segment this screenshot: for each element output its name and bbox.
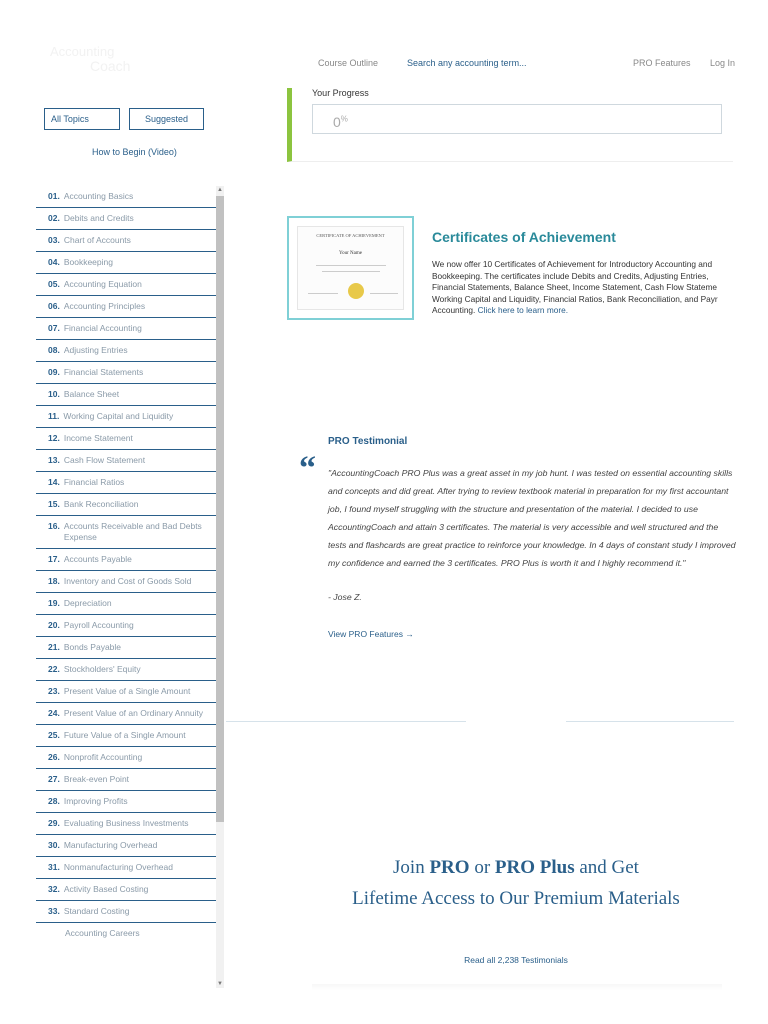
sidebar-topic-number: 06.	[48, 301, 60, 311]
logo-line-2: Coach	[90, 58, 131, 74]
sidebar-topic-number: 12.	[48, 433, 60, 443]
sidebar-topic-label: Accounts Payable	[63, 554, 132, 564]
certificates-line: Bookkeeping. The certificates include Debits and Credits, Adjusting Entries,	[432, 270, 709, 281]
sidebar-topic-label: Depreciation	[63, 598, 112, 608]
sidebar-topic-label: Payroll Accounting	[63, 620, 134, 630]
certificates-line: We now offer 10 Certificates of Achievement for Introductory Accounting and	[432, 259, 713, 269]
sidebar-topic-item[interactable]	[36, 747, 216, 769]
sidebar-topic-number: 21.	[48, 642, 60, 652]
sidebar-topic-item[interactable]	[36, 791, 216, 813]
certificate-signature-line	[308, 293, 338, 294]
nav-search-link[interactable]: Search any accounting term...	[407, 58, 527, 68]
sidebar-topic-number: 08.	[48, 345, 60, 355]
nav-pro-features[interactable]: PRO Features	[633, 58, 691, 68]
sidebar-topic-number: 20.	[48, 620, 60, 630]
sidebar-topic-label: Stockholders' Equity	[63, 664, 141, 674]
section-divider-right	[566, 721, 734, 722]
sidebar-topic-number: 05.	[48, 279, 60, 289]
sidebar-topic-number: 10.	[48, 389, 60, 399]
certificates-learn-more-link[interactable]: Click here to learn more.	[477, 305, 569, 315]
certificate-date-line	[370, 293, 398, 294]
progress-unit: %	[340, 114, 348, 124]
certificate-seal-icon	[348, 283, 364, 299]
sidebar-topic-item[interactable]	[36, 362, 216, 384]
sidebar-topic-label: Manufacturing Overhead	[63, 840, 158, 850]
nav-course-outline[interactable]: Course Outline	[318, 58, 379, 68]
sidebar-topic-number: 07.	[48, 323, 60, 333]
sidebar-topic-item[interactable]	[36, 923, 216, 944]
sidebar-topic-label: Financial Ratios	[63, 477, 125, 487]
join-post: and Get	[574, 857, 639, 878]
view-pro-features-link[interactable]: View PRO Features →	[328, 629, 414, 639]
scroll-up-arrow-icon[interactable]: ▲	[217, 187, 223, 193]
sidebar-topic-item[interactable]	[36, 549, 216, 571]
testimonial-heading: PRO Testimonial	[328, 436, 408, 447]
sidebar-topic-number: 11.	[48, 411, 60, 421]
sidebar-topic-item[interactable]	[36, 769, 216, 791]
certificates-description	[432, 259, 734, 317]
sidebar-topic-item[interactable]	[36, 208, 216, 230]
join-pre: Join	[393, 857, 430, 878]
sidebar-topic-item[interactable]	[36, 450, 216, 472]
sidebar-topic-item[interactable]	[36, 318, 216, 340]
certificate-line	[322, 271, 380, 272]
certificate-image[interactable]	[287, 216, 414, 320]
sidebar-topic-label: Accounting Basics	[63, 191, 134, 201]
sidebar-topic-number: 22.	[48, 664, 60, 674]
testimonial-text: "AccountingCoach PRO Plus was a great asset in my job hunt. I was tested on essential accounting skills and concepts and did great. After trying to review textbook material in preparation for my first accountant job, I found myself struggling with the structure and presentation of the material. I decided to use AccountingCoach and attain 3 certificates. The material is very accessible and well structured and the tests and flashcards are great practice to reinforce your knowledge. In 4 days of constant study I improved my confidence and earned the 3 certificates. PRO Plus is worth it and I highly recommend it."	[328, 468, 736, 569]
sidebar-topic-label: Accounting Principles	[63, 301, 146, 311]
sidebar-topic-item[interactable]	[36, 516, 216, 549]
join-line-2: Lifetime Access to Our Premium Materials	[352, 888, 680, 909]
suggested-button[interactable]: Suggested	[129, 108, 204, 130]
sidebar-topic-label: Bookkeeping	[63, 257, 113, 267]
section-divider-left	[226, 721, 466, 722]
progress-box	[312, 104, 722, 134]
sidebar-topic-label: Future Value of a Single Amount	[63, 730, 186, 740]
sidebar-topic-label: Evaluating Business Investments	[63, 818, 189, 828]
sidebar-topic-number: 26.	[48, 752, 60, 762]
sidebar-topic-item[interactable]	[36, 659, 216, 681]
certificates-line: Accounting.	[432, 305, 476, 315]
sidebar-topic-label: Nonmanufacturing Overhead	[63, 862, 173, 872]
quote-mark-icon: “	[299, 450, 316, 487]
sidebar-topic-item[interactable]	[36, 813, 216, 835]
sidebar-topic-item[interactable]	[36, 879, 216, 901]
sidebar-topic-number: 28.	[48, 796, 60, 806]
sidebar-topic-label: Balance Sheet	[63, 389, 120, 399]
testimonial-author: - Jose Z.	[328, 592, 362, 602]
all-topics-button[interactable]: All Topics	[44, 108, 120, 130]
sidebar-topic-label: Bank Reconciliation	[63, 499, 139, 509]
sidebar-topic-number: 04.	[48, 257, 60, 267]
sidebar-topic-label: Activity Based Costing	[63, 884, 149, 894]
sidebar-topic-number: 29.	[48, 818, 60, 828]
sidebar-topic-label: Financial Accounting	[63, 323, 142, 333]
sidebar-topic-item[interactable]	[36, 725, 216, 747]
progress-label: Your Progress	[312, 88, 369, 98]
sidebar-topic-label: Inventory and Cost of Goods Sold	[63, 576, 192, 586]
sidebar-topic-item[interactable]	[36, 681, 216, 703]
bottom-shade	[312, 984, 722, 990]
sidebar-topic-label: Accounts Receivable and Bad Debts Expense	[63, 521, 202, 542]
sidebar-topic-number: 16.	[48, 521, 60, 531]
top-nav	[0, 58, 768, 72]
sidebar-topic-number: 15.	[48, 499, 60, 509]
sidebar-topic-number: 09.	[48, 367, 60, 377]
sidebar-topic-number: 02.	[48, 213, 60, 223]
sidebar-topic-number: 31.	[48, 862, 60, 872]
sidebar-topic-item[interactable]	[36, 615, 216, 637]
certificates-line: Financial Statements, Balance Sheet, Income Statement, Cash Flow Stateme	[432, 282, 718, 292]
sidebar-topic-item[interactable]	[36, 186, 216, 208]
logo-line-1: Accounting	[50, 44, 115, 59]
certificate-image-name: Your Name	[339, 251, 362, 256]
sidebar-topic-label: Break-even Point	[63, 774, 130, 784]
sidebar-topic-item[interactable]	[36, 703, 216, 725]
sidebar-topic-label: Bonds Payable	[63, 642, 122, 652]
sidebar-topic-number: 19.	[48, 598, 60, 608]
sidebar-topic-item[interactable]	[36, 901, 216, 923]
sidebar-topic-number: 14.	[48, 477, 60, 487]
how-to-begin-link[interactable]: How to Begin (Video)	[92, 147, 177, 157]
sidebar-topic-number: 23.	[48, 686, 60, 696]
sidebar-topic-number: 01.	[48, 191, 60, 201]
sidebar-topic-item[interactable]	[36, 835, 216, 857]
sidebar-topic-item[interactable]	[36, 494, 216, 516]
sidebar-topic-label: Adjusting Entries	[63, 345, 128, 355]
certificates-heading: Certificates of Achievement	[432, 229, 616, 245]
sidebar-topic-label: Chart of Accounts	[63, 235, 131, 245]
sidebar-topic-label: Working Capital and Liquidity	[63, 411, 174, 421]
sidebar-topic-label: Debits and Credits	[63, 213, 134, 223]
sidebar-topic-label: Present Value of a Single Amount	[63, 686, 191, 696]
certificates-line: Working Capital and Liquidity, Financial Ratios, Bank Reconciliation, and Payr	[432, 293, 718, 304]
sidebar-topic-number: 17.	[48, 554, 60, 564]
sidebar-topic-item[interactable]	[36, 296, 216, 318]
join-or: or	[469, 857, 495, 878]
sidebar-topic-label: Financial Statements	[63, 367, 144, 377]
sidebar-scroll-thumb[interactable]	[216, 196, 224, 822]
scroll-down-arrow-icon[interactable]: ▼	[217, 981, 223, 987]
progress-value: 0%	[333, 114, 348, 130]
topics-sidebar	[36, 186, 216, 944]
certificate-paper	[297, 226, 404, 310]
join-pro-heading	[300, 852, 732, 914]
sidebar-topic-item[interactable]	[36, 571, 216, 593]
sidebar-topic-label: Income Statement	[63, 433, 133, 443]
sidebar-topic-item[interactable]	[36, 274, 216, 296]
sidebar-topic-item[interactable]	[36, 857, 216, 879]
sidebar-topic-label: Standard Costing	[63, 906, 130, 916]
join-pro: PRO	[429, 857, 470, 878]
sidebar-topic-number: 24.	[48, 708, 60, 718]
certificate-image-title: CERTIFICATE OF ACHIEVEMENT	[316, 233, 385, 238]
sidebar-topic-number: 03.	[48, 235, 60, 245]
read-all-testimonials-link[interactable]: Read all 2,238 Testimonials	[464, 955, 568, 965]
sidebar-topic-item[interactable]	[36, 230, 216, 252]
sidebar-topic-label: Accounting Equation	[63, 279, 142, 289]
certificate-line	[316, 265, 386, 266]
sidebar-topic-number: 18.	[48, 576, 60, 586]
nav-login[interactable]: Log In	[710, 58, 736, 68]
sidebar-topic-label: Nonprofit Accounting	[63, 752, 143, 762]
sidebar-topic-number: 33.	[48, 906, 60, 916]
join-pro-plus: PRO Plus	[494, 857, 575, 878]
sidebar-topic-item[interactable]	[36, 428, 216, 450]
sidebar-topic-number: 32.	[48, 884, 60, 894]
sidebar-topic-item[interactable]	[36, 637, 216, 659]
sidebar-topic-label: Present Value of an Ordinary Annuity	[63, 708, 204, 718]
sidebar-topic-number: 13.	[48, 455, 60, 465]
sidebar-topic-label: Cash Flow Statement	[63, 455, 146, 465]
sidebar-topic-item[interactable]	[36, 593, 216, 615]
sidebar-topic-item[interactable]	[36, 472, 216, 494]
sidebar-topic-item[interactable]	[36, 252, 216, 274]
sidebar-topic-number: 27.	[48, 774, 60, 784]
sidebar-topic-item[interactable]	[36, 340, 216, 362]
sidebar-topic-number: 25.	[48, 730, 60, 740]
sidebar-topic-label: Accounting Careers	[65, 928, 140, 938]
sidebar-topic-number: 30.	[48, 840, 60, 850]
sidebar-topic-item[interactable]	[36, 406, 216, 428]
sidebar-topic-label: Improving Profits	[63, 796, 128, 806]
sidebar-topic-item[interactable]	[36, 384, 216, 406]
progress-panel	[287, 88, 733, 162]
